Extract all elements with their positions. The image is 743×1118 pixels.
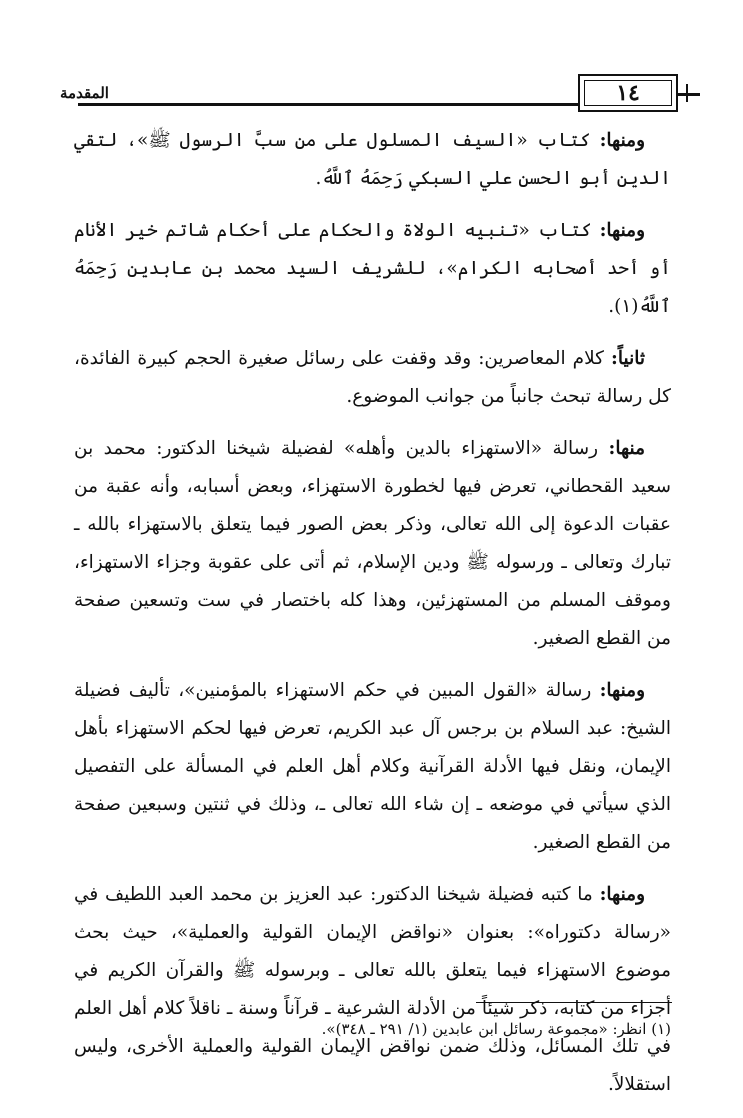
header-rule-cap xyxy=(686,84,688,102)
section-title: المقدمة xyxy=(60,84,109,102)
header-rule-right xyxy=(678,93,700,96)
paragraph-6 xyxy=(74,876,671,1104)
paragraph-text: كتاب «تنبيه الولاة والحكام على أحكام شاتم خير الأنام أو أحد أصحابه الكرام»، للشريف السيد محمد بن عابدين رَحِمَهُ ٱللَّهُ(١). xyxy=(74,220,671,317)
paragraph-5 xyxy=(74,672,671,862)
header-rule xyxy=(78,103,578,106)
paragraph-4 xyxy=(74,430,671,658)
paragraph-lead: ومنها: xyxy=(599,220,645,241)
footnote: (١) انظر: «مجموعة رسائل ابن عابدين (١/ ٢٩١ ـ ٣٤٨)». xyxy=(321,1020,671,1038)
footnote-rule xyxy=(476,1002,672,1003)
paragraph-lead: منها: xyxy=(608,438,645,459)
paragraph-lead: ثانياً: xyxy=(611,348,645,369)
paragraph-lead: ومنها: xyxy=(599,130,645,151)
paragraph-text: كتاب «السيف المسلول على من سبَّ الرسول ﷺ»، لتقي الدين أبو الحسن علي السبكي رَحِمَهُ ٱللَّهُ. xyxy=(74,130,671,189)
paragraph-2 xyxy=(74,212,671,326)
paragraph-lead: ومنها: xyxy=(599,680,645,701)
paragraph-3 xyxy=(74,340,671,416)
paragraph-text: كلام المعاصرين: وقد وقفت على رسائل صغيرة الحجم كبيرة الفائدة، كل رسالة تبحث جانباً من جوانب الموضوع. xyxy=(74,348,671,407)
page-number-box xyxy=(578,74,678,112)
page-number: ١٤ xyxy=(584,80,672,106)
paragraph-text: رسالة «الاستهزاء بالدين وأهله» لفضيلة شيخنا الدكتور: محمد بن سعيد القحطاني، تعرض فيها لخطورة الاستهزاء، وبعض أسبابه، وأنه عقبة من عقبات الدعوة إلى الله تعالى، وذكر بعض الصور فيما يتعلق بالاستهزاء بالله ـ تبارك وتعالى ـ ورسوله ﷺ ودين الإسلام، ثم أتى على عقوبة وجزاء الاستهزاء، وموقف المسلم من المستهزئين، وهذا كله باختصار في ست وتسعين صفحة من القطع الصغير. xyxy=(74,438,671,649)
paragraph-text: رسالة «القول المبين في حكم الاستهزاء بالمؤمنين»، تأليف فضيلة الشيخ: عبد السلام بن برجس آل عبد الكريم، تعرض فيها لحكم الاستهزاء بأهل الإيمان، ونقل فيها الأدلة القرآنية وكلام أهل العلم في المسألة على التفصيل الذي سيأتي في موضعه ـ إن شاء الله تعالى ـ، وذلك في ثنتين وسبعين صفحة من القطع الصغير. xyxy=(74,680,671,853)
paragraph-1 xyxy=(74,122,671,198)
paragraph-lead: ومنها: xyxy=(599,884,645,905)
paragraph-text: ما كتبه فضيلة شيخنا الدكتور: عبد العزيز بن محمد العبد اللطيف في «رسالة دكتوراه»: بعنوان «نواقض الإيمان القولية والعملية»، حيث بحث موضوع الاستهزاء فيما يتعلق بالله تعالى ـ وبرسوله ﷺ والقرآن الكريم في أجزاء من كتابه، ذكر شيئاً من الأدلة الشرعية ـ قرآناً وسنة ـ ناقلاً كلام أهل العلم في تلك المسائل، وذلك ضمن نواقض الإيمان القولية والعملية الأخرى، وليس استقلالاً. xyxy=(74,884,671,1095)
body-text xyxy=(74,122,671,1118)
